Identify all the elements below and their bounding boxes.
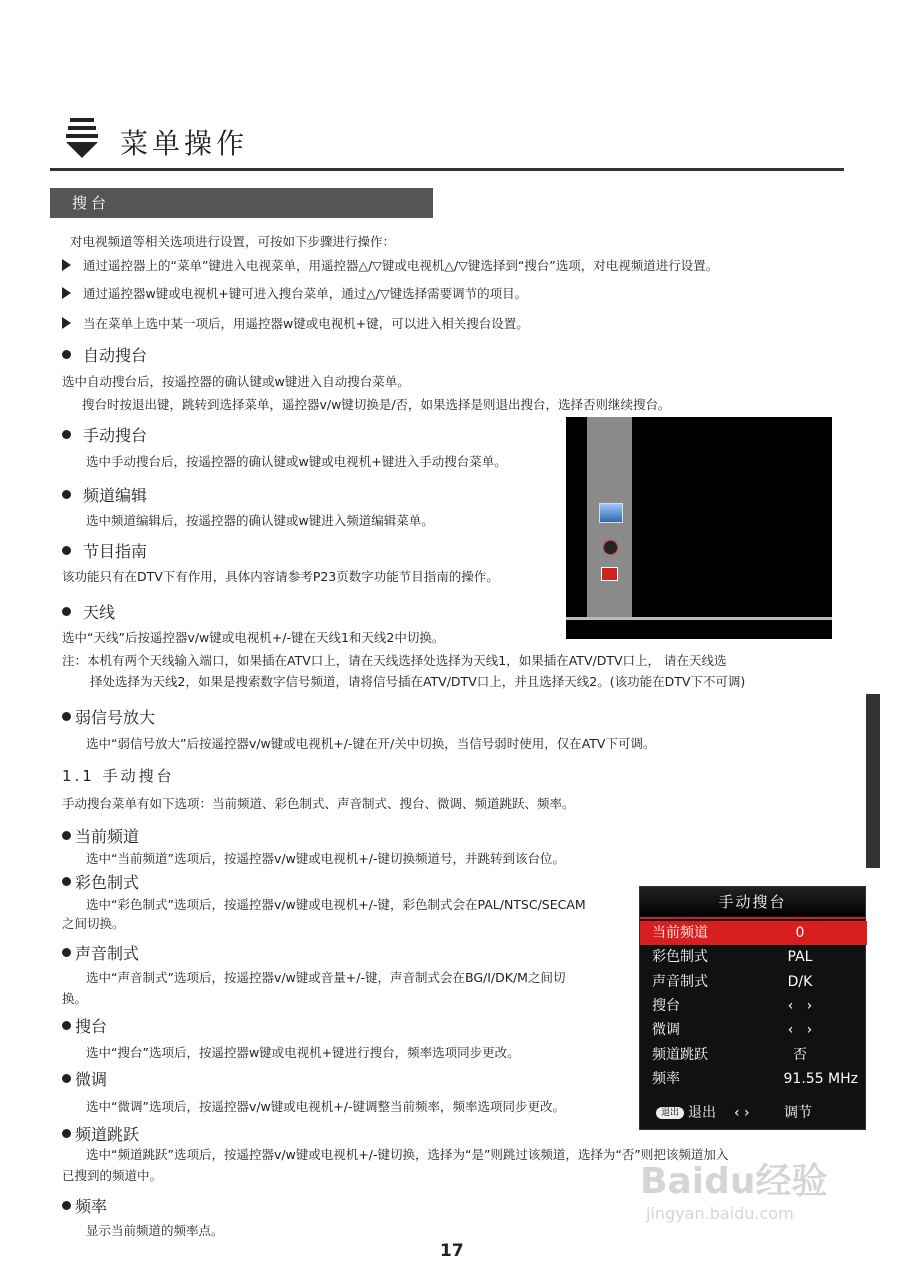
step-3: 当在菜单上选中某一项后，用遥控器w键或电视机+键，可以进入相关搜台设置。 <box>62 315 529 333</box>
menu-row-color-system[interactable]: 彩色制式 PAL <box>652 949 813 965</box>
bullet-icon <box>62 1129 71 1138</box>
side-tab <box>866 694 880 868</box>
menu-footer <box>640 1099 865 1127</box>
menu-title: 手动搜台 <box>640 887 865 917</box>
bullet-icon <box>62 490 71 499</box>
current-channel-heading: 当前频道 <box>62 827 139 847</box>
epg-text: 该功能只有在DTV下有作用，具体内容请参考P23页数字功能节目指南的操作。 <box>62 569 499 584</box>
bullet-icon <box>62 607 71 616</box>
tv-menu-screenshot <box>566 417 832 639</box>
tv-bottom-strip <box>566 617 832 620</box>
exit-key-icon: 退出 <box>656 1107 684 1119</box>
weak-signal-text: 选中“弱信号放大”后按遥控器v/w键或电视机+/-键在开/关中切换，当信号弱时使用，仅在ATV下可调。 <box>86 736 656 751</box>
menu-row-skip[interactable]: 频道跳跃 否 <box>652 1047 807 1063</box>
subsection-title: 1.1 手动搜台 <box>62 767 175 785</box>
step-1: 通过遥控器上的“菜单”键进入电视菜单，用遥控器△/▽键或电视机△/▽键选择到“搜台”选项，对电视频道进行设置。 <box>62 257 718 275</box>
color-system-text: 选中“彩色制式”选项后，按遥控器v/w键或电视机+/-键，彩色制式会在PAL/NTSC/SECAM <box>86 897 586 912</box>
antenna-text: 选中“天线”后按遥控器v/w键或电视机+/-键在天线1和天线2中切换。 <box>62 630 445 645</box>
menu-row-sound-system[interactable]: 声音制式 D/K <box>652 974 813 990</box>
footer-adjust-label: 调节 <box>784 1105 812 1121</box>
frequency-heading: 频率 <box>62 1197 107 1217</box>
intro-text: 对电视频道等相关选项进行设置，可按如下步骤进行操作： <box>70 234 396 249</box>
color-system-heading: 彩色制式 <box>62 873 139 893</box>
arrow-icon <box>62 287 71 299</box>
bullet-icon <box>62 712 71 721</box>
manual-search-menu <box>639 886 866 1130</box>
antenna-note-2: 择处选择为天线2，如果是搜索数字信号频道，请将信号插在ATV/DTV口上，并且选择天线2。(该功能在DTV下不可调) <box>90 674 746 689</box>
channel-edit-text: 选中频道编辑后，按遥控器的确认键或w键进入频道编辑菜单。 <box>86 513 434 528</box>
menu-row-search[interactable]: 搜台 ‹ › <box>652 998 813 1014</box>
bullet-icon <box>62 1021 71 1030</box>
tv-clock-icon <box>603 540 618 555</box>
antenna-heading: 天线 <box>62 603 115 623</box>
skip-heading: 频道跳跃 <box>62 1125 139 1145</box>
bullet-icon <box>62 831 71 840</box>
menu-row-fine-tune[interactable]: 微调 ‹ › <box>652 1022 813 1038</box>
frequency-text: 显示当前频道的频率点。 <box>86 1223 224 1238</box>
bullet-icon <box>62 1074 71 1083</box>
bullet-icon <box>62 350 71 359</box>
auto-search-heading: 自动搜台 <box>62 346 147 366</box>
menu-title-rule <box>640 917 865 919</box>
search-heading: 搜台 <box>62 1017 107 1037</box>
bullet-icon <box>62 1201 71 1210</box>
page-title: 菜单操作 <box>120 127 249 160</box>
channel-edit-heading: 频道编辑 <box>62 486 147 506</box>
weak-signal-heading: 弱信号放大 <box>62 708 155 728</box>
sound-system-text-2: 换。 <box>62 991 88 1006</box>
baidu-watermark: Baidu经验 jingyan.baidu.com <box>640 1161 828 1223</box>
search-text: 选中“搜台”选项后，按遥控器w键或电视机+键进行搜台，频率选项同步更改。 <box>86 1045 520 1060</box>
epg-heading: 节目指南 <box>62 542 147 562</box>
footer-arrows: ‹ › <box>734 1105 750 1121</box>
page-number: 17 <box>440 1241 464 1261</box>
sound-system-text: 选中“声音制式”选项后，按遥控器v/w键或音量+/-键，声音制式会在BG/I/DK/M之间切 <box>86 970 566 985</box>
skip-text-2: 已搜到的频道中。 <box>62 1168 163 1183</box>
color-system-text-2: 之间切换。 <box>62 916 125 931</box>
arrow-icon <box>62 317 71 329</box>
tv-lock-icon <box>601 567 618 581</box>
menu-icon <box>66 118 98 162</box>
auto-search-text-2: 搜台时按退出键，跳转到选择菜单，遥控器v/w键切换是/否，如果选择是则退出搜台，选择否则继续搜台。 <box>82 397 671 412</box>
arrow-icon <box>62 259 71 271</box>
bullet-icon <box>62 430 71 439</box>
fine-tune-heading: 微调 <box>62 1070 107 1090</box>
skip-text: 选中“频道跳跃”选项后，按遥控器v/w键或电视机+/-键切换，选择为“是”则跳过该频道，选择为“否”则把该频道加入 <box>86 1147 729 1162</box>
menu-row-frequency[interactable]: 频率 91.55 MHz <box>652 1071 858 1087</box>
manual-search-text: 选中手动搜台后，按遥控器的确认键或w键或电视机+键进入手动搜台菜单。 <box>86 454 507 469</box>
auto-search-text: 选中自动搜台后，按遥控器的确认键或w键进入自动搜台菜单。 <box>62 374 410 389</box>
header-rule <box>50 168 844 171</box>
bullet-icon <box>62 546 71 555</box>
menu-row-current-channel[interactable]: 当前频道 0 <box>640 921 867 945</box>
tv-setup-icon <box>599 503 623 523</box>
step-2: 通过遥控器w键或电视机+键可进入搜台菜单，通过△/▽键选择需要调节的项目。 <box>62 285 527 303</box>
footer-exit-label: 退出 <box>688 1105 716 1121</box>
bullet-icon <box>62 877 71 886</box>
subsection-intro: 手动搜台菜单有如下选项：当前频道、彩色制式、声音制式、搜台、微调、频道跳跃、频率。 <box>62 796 575 811</box>
antenna-note: 注：本机有两个天线输入端口，如果插在ATV口上，请在天线选择处选择为天线1，如果插在ATV/DTV口上， 请在天线选 <box>62 653 727 668</box>
manual-search-heading: 手动搜台 <box>62 426 147 446</box>
current-channel-text: 选中“当前频道”选项后，按遥控器v/w键或电视机+/-键切换频道号，并跳转到该台位。 <box>86 851 565 866</box>
bullet-icon <box>62 948 71 957</box>
fine-tune-text: 选中“微调”选项后，按遥控器v/w键或电视机+/-键调整当前频率，频率选项同步更改。 <box>86 1099 565 1114</box>
sound-system-heading: 声音制式 <box>62 944 139 964</box>
section-title: 搜台 <box>72 194 111 212</box>
